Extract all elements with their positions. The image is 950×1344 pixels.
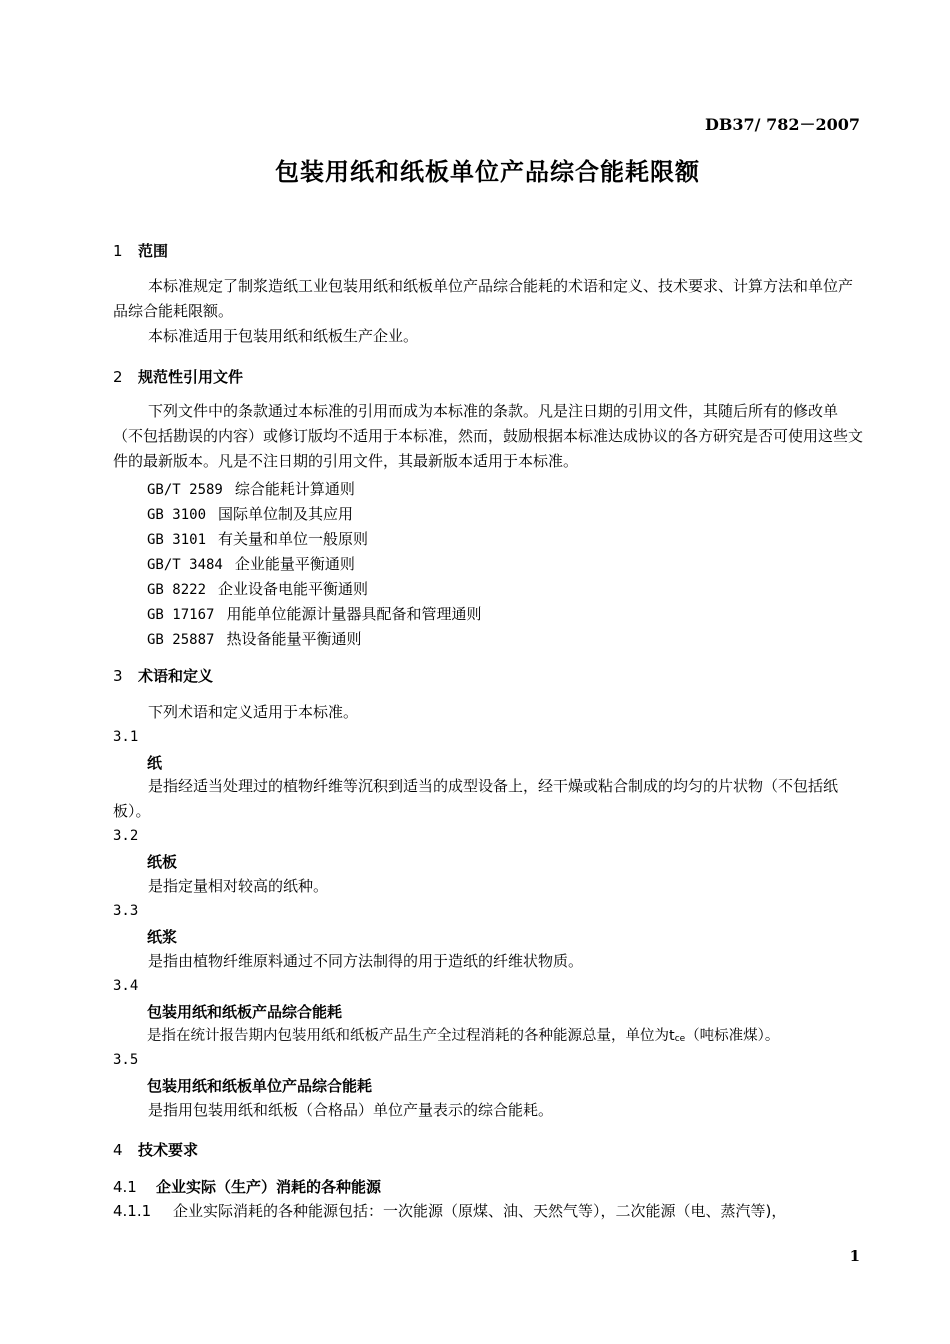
term-definition: 是指经适当处理过的植物纤维等沉积到适当的成型设备上，经干燥或粘合制成的均匀的片状物（不包括纸板）。 (113, 777, 839, 820)
section-number: 1 (113, 242, 123, 260)
subsection-title: 企业实际（生产）消耗的各种能源 (156, 1178, 382, 1196)
unit-subscript: ce (674, 1034, 686, 1044)
section-2-paragraph-1: 下列文件中的条款通过本标准的引用而成为本标准的条款。凡是注日期的引用文件，其随后所有的修改单（不包括勘误的内容）或修订版均不适用于本标准，然而，鼓励根据本标准达成协议的各方研究是否可使用这些文件的最新版本。凡是不注日期的引用文件，其最新版本适用于本标准。 (113, 402, 864, 470)
page-number: 1 (849, 1247, 860, 1265)
clause-number: 3.1 (113, 729, 139, 745)
clause-number: 3.4 (113, 978, 139, 994)
section-3-paragraph-1: 下列术语和定义适用于本标准。 (148, 703, 359, 721)
unit-symbol: t (669, 1028, 675, 1044)
reference-item: GB 17167 用能单位能源计量器具配备和管理通则 (147, 605, 482, 623)
reference-item: GB/T 2589 综合能耗计算通则 (147, 480, 355, 498)
standard-number: DB37/ 782－2007 (704, 115, 860, 134)
subsection-number: 4.1 (113, 1178, 137, 1196)
term-definition: 是指由植物纤维原料通过不同方法制得的用于造纸的纤维状物质。 (148, 952, 584, 970)
reference-item: GB 3100 国际单位制及其应用 (147, 505, 354, 523)
section-title: 范围 (138, 242, 169, 260)
section-1-paragraph-2: 本标准适用于包装用纸和纸板生产企业。 (148, 327, 419, 345)
clause-number: 3.3 (113, 903, 139, 919)
section-1-paragraph-1: 本标准规定了制浆造纸工业包装用纸和纸板单位产品综合能耗的术语和定义、技术要求、计算方法和单位产品综合能耗限额。 (113, 277, 854, 320)
reference-item: GB 25887 热设备能量平衡通则 (147, 630, 362, 648)
document-title: 包装用纸和纸板单位产品综合能耗限额 (275, 158, 700, 186)
section-3-heading (113, 665, 213, 686)
term-definition: 是指定量相对较高的纸种。 (148, 877, 329, 895)
term-name: 纸 (147, 754, 163, 772)
term-name: 纸浆 (147, 928, 178, 946)
clause-text: 企业实际消耗的各种能源包括：一次能源（原煤、油、天然气等），二次能源（电、蒸汽等)， (173, 1202, 787, 1220)
section-title: 术语和定义 (138, 667, 214, 685)
clause-number: 3.5 (113, 1052, 139, 1068)
section-1-heading (113, 240, 168, 261)
clause-number: 3.2 (113, 828, 139, 844)
section-2-heading (113, 366, 243, 387)
term-name: 包装用纸和纸板单位产品综合能耗 (147, 1077, 373, 1095)
reference-item: GB 8222 企业设备电能平衡通则 (147, 580, 369, 598)
section-number: 4 (113, 1141, 123, 1159)
term-definition: 是指用包装用纸和纸板（合格品）单位产量表示的综合能耗。 (148, 1101, 554, 1119)
section-title: 规范性引用文件 (138, 368, 244, 386)
section-4-heading (113, 1139, 198, 1160)
term-name: 包装用纸和纸板产品综合能耗 (147, 1003, 343, 1021)
clause-number: 4.1.1 (113, 1202, 152, 1220)
section-number: 2 (113, 368, 123, 386)
section-title: 技术要求 (138, 1141, 199, 1159)
term-definition: 是指在统计报告期内包装用纸和纸板产品生产全过程消耗的各种能源总量，单位为tce（吨标准煤）。 (147, 1028, 780, 1044)
section-number: 3 (113, 667, 123, 685)
clause-4-1-1 (113, 1200, 786, 1221)
term-name: 纸板 (147, 853, 178, 871)
subsection-4-1-heading (113, 1176, 381, 1197)
reference-item: GB/T 3484 企业能量平衡通则 (147, 555, 355, 573)
reference-item: GB 3101 有关量和单位一般原则 (147, 530, 369, 548)
